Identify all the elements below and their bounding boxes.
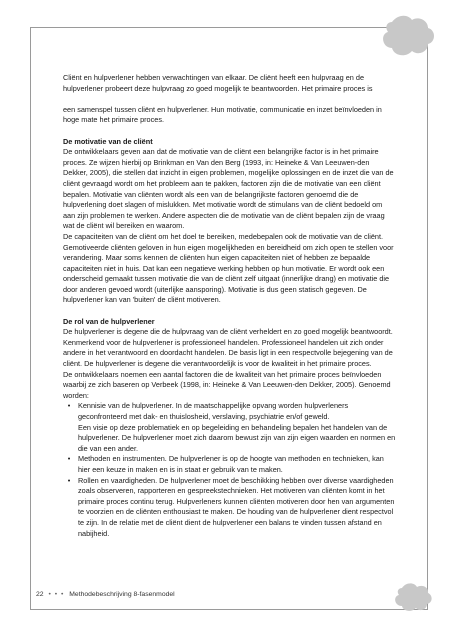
list-item-text: Methoden en instrumenten. De hulpverlener is op de hoogte van methoden en technieken, kan hier een keuze in maken en is in staat er gebruik van te maken. — [78, 454, 384, 474]
list-item — [63, 401, 396, 422]
intro-paragraph-1: Cliënt en hulpverlener hebben verwachtingen van elkaar. De cliënt heeft een hulpvraag en de hulpverlener probeert deze hulpvraag zo goed mogelijk te beantwoorden. Het primaire proces is — [63, 73, 373, 93]
intro-paragraph-2: een samenspel tussen cliënt en hulpverlener. Hun motivatie, communicatie en inzet beïnvloeden in hoge mate het primaire proces. — [63, 104, 382, 125]
motivation-paragraph-2: De capaciteiten van de cliënt om het doel te bereiken, medebepalen ook de motivatie van de cliënt. Gemotiveerde cliënten geloven in hun eigen mogelijkheden en bereidheid om zich open te stellen voor verandering. Maar soms kennen de cliënten hun eigen capaciteiten niet of hebben ze bepaalde capaciteiten niet in huis. Dat kan een negatieve werking hebben op hun motivatie. Er wordt ook een onderscheid gemaakt tussen motivatie die van de cliënt zelf uitgaat (innerlijke drang) en motivatie die door anderen gevoed wordt (uiterlijke aansporing). Motivatie is dus geen statisch gegeven. De hulpverlener kan van 'buiten' de cliënt motiveren. — [63, 231, 394, 305]
motivation-paragraph-1: De ontwikkelaars geven aan dat de motivatie van de cliënt een belangrijke factor is in het primaire proces. Ze wijzen hierbij op Brinkman en Van den Berg (1993, in: Heineke & Van Leeuwen-den Dekker, 2005), die stellen dat inzicht in eigen problemen, mogelijke oplossingen en de inzet die van de cliënt gevraagd wordt om het probleem aan te pakken, factoren zijn die de motivatie van een cliënt bepalen. Motivatie van cliënten wordt als een van de belangrijkste factoren genoemd die de hulpverlening doet slagen of mislukken. Met motivatie wordt de stimulans van de cliënt bedoeld om aan zijn problemen te werken. Andere aspecten die de motivatie van de cliënt bepalen zijn de vraag wat de cliënt wil bereiken en waarom. — [63, 147, 394, 231]
page-number: 22 — [36, 591, 44, 598]
footer-dots: • • • — [48, 591, 65, 598]
role-paragraph-2: De ontwikkelaars noemen een aantal factoren die de kwaliteit van het primaire proces beïnvloeden waarbij ze zich baseren op Verbeek (1998, in: Heineke & Van Leeuwen-den Dekker, 2005). Genoemd worden: — [63, 369, 391, 400]
list-item-continuation: Een visie op deze problematiek en op begeleiding en behandeling bepalen het handelen van de hulpverlener. De hulpverlener moet zich daarom bewust zijn van zijn eigen waarden en normen en die van een ander. — [78, 422, 396, 453]
bullet-marker: • — [67, 475, 71, 485]
list-item-text: Rollen en vaardigheden. De hulpverlener moet de beschikking hebben over diverse vaardigheden zoals observeren, rapporteren en gespreekstechnieken. Het motiveren van cliënten komt in het primaire proces continu terug. Hulpverleners kunnen cliënten motiveren door hen van argumenten te voorzien en de cliënten enthousiast te maken. De houding van de hulpverlener dient respectvol te zijn. In de relatie met de cliënt dient de hulpverlener een balans te vinden tussen afstand en nabijheid. — [78, 475, 395, 538]
footer-title: Methodebeschrijving 8-fasenmodel — [69, 591, 175, 598]
bullet-marker: • — [67, 401, 71, 411]
bullet-marker: • — [67, 454, 71, 464]
role-paragraph-1: De hulpverlener is degene die de hulpvraag van de cliënt verheldert en zo goed mogelijk beantwoordt. Kenmerkend voor de hulpverlener is professioneel handelen. Professioneel handelen uit zich onder andere in het verantwoord en doordacht handelen. De basis ligt in een respectvolle bejegening van de cliënt. De hulpverlener is degene die verantwoordelijk is voor de kwaliteit in het primaire proces. — [63, 327, 393, 369]
top-right-cloud-shape — [378, 14, 436, 58]
list-item — [63, 476, 396, 540]
section-heading-role: De rol van de hulpverlener — [63, 316, 155, 326]
list-item — [63, 454, 396, 475]
document-body — [63, 73, 396, 539]
section-heading-motivation: De motivatie van de cliënt — [63, 136, 153, 146]
bottom-right-cloud-shape — [392, 582, 432, 612]
list-item-text: Kennisie van de hulpverlener. In de maatschappelijke opvang worden hulpverleners geconfronteerd met dak- en thuislosheid, verslaving, psychiatrie en/of geweld. — [78, 401, 349, 421]
page-footer — [36, 591, 175, 598]
